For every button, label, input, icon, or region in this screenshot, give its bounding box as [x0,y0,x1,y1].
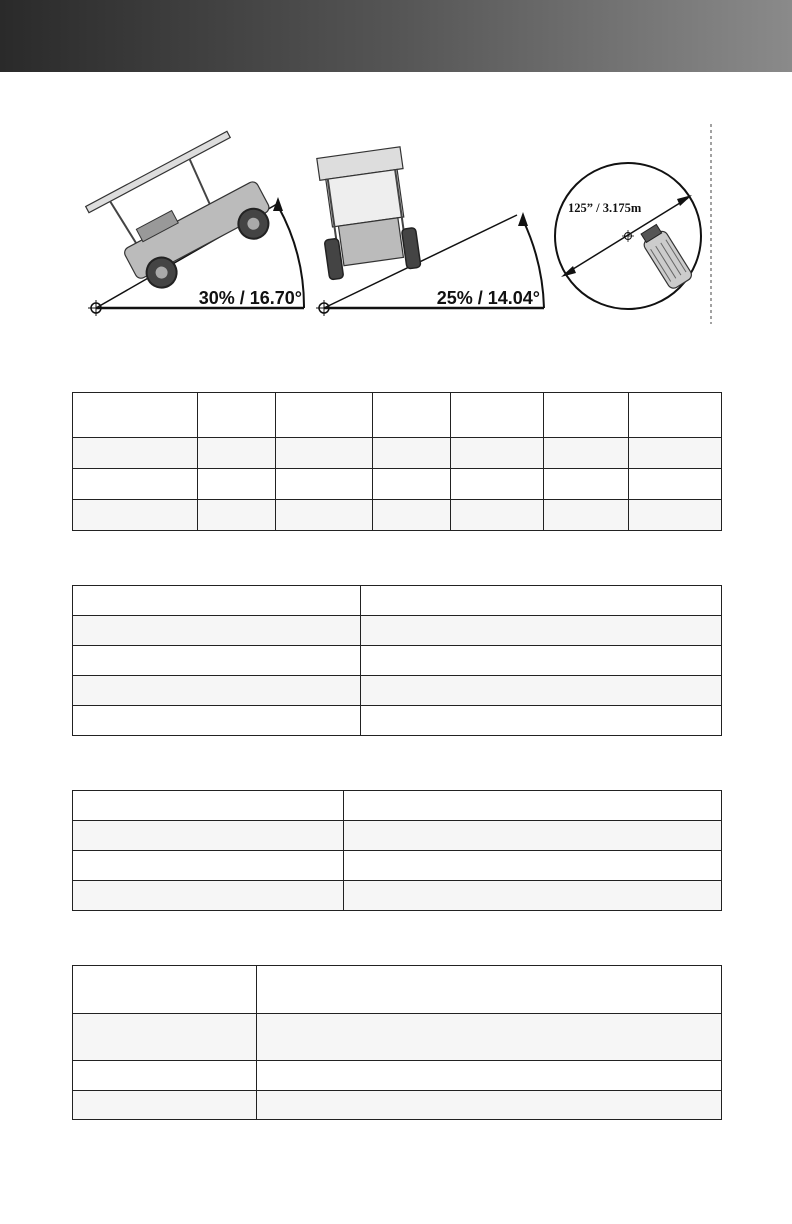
side-slope-panel [86,130,304,316]
table-cell [361,676,722,706]
golf-cart-side-icon [86,130,280,302]
table-row [73,500,722,531]
table-cell [361,706,722,736]
table-cell [344,821,722,851]
table-cell [276,500,373,531]
arrowhead-icon [273,197,283,211]
table-cell [544,438,629,469]
table-cell [73,616,361,646]
table-cell [451,469,544,500]
table-cell [344,881,722,911]
table-cell [373,500,451,531]
spec-table-2 [72,585,722,736]
table-cell [276,393,373,438]
table-cell [73,646,361,676]
table-cell [257,1014,722,1061]
crosshair-icon [88,300,104,316]
table-cell [544,469,629,500]
table-cell [73,393,198,438]
table-row [73,676,722,706]
slope-label-side: 30% / 16.70° [198,288,302,308]
table-cell [198,500,276,531]
table-cell [73,500,198,531]
spec-table-4 [72,965,722,1120]
table-cell [373,469,451,500]
table-cell [544,500,629,531]
table-cell [73,586,361,616]
table-row [73,1061,722,1091]
table-row [73,1014,722,1061]
table-cell [257,1061,722,1091]
turning-circle-panel [555,124,711,324]
table-row [73,646,722,676]
slope-label-front: 25% / 14.04° [436,288,540,308]
table-cell [451,393,544,438]
table-cell [198,393,276,438]
table-cell [73,821,344,851]
table-cell [257,966,722,1014]
table-cell [629,500,722,531]
table-row [73,791,722,821]
table-cell [73,881,344,911]
figure-svg [72,120,722,330]
header-band [0,0,792,72]
table-header-row [73,393,722,438]
table-cell [361,616,722,646]
table-cell [276,469,373,500]
table-row [73,706,722,736]
table-cell [73,1014,257,1061]
table-cell [276,438,373,469]
table-cell [373,438,451,469]
table-cell [344,791,722,821]
table-cell [73,791,344,821]
table-cell [361,586,722,616]
table-cell [629,393,722,438]
table-row [73,469,722,500]
table-cell [73,438,198,469]
slope-and-turning-figure [72,120,722,330]
spec-table-3 [72,790,722,911]
table-cell [73,966,257,1014]
table-row [73,881,722,911]
crosshair-icon [316,300,332,316]
table-cell [344,851,722,881]
table-cell [198,469,276,500]
table-cell [73,851,344,881]
table-cell [361,646,722,676]
table-row [73,1091,722,1120]
table-row [73,438,722,469]
table-cell [544,393,629,438]
table-cell [373,393,451,438]
table-cell [73,1061,257,1091]
table-cell [73,706,361,736]
table-row [73,966,722,1014]
table-row [73,851,722,881]
table-row [73,616,722,646]
table-cell [73,469,198,500]
turning-dimension-label: 125” / 3.175m [568,201,642,215]
table-cell [451,500,544,531]
table-cell [73,676,361,706]
table-cell [451,438,544,469]
arrowhead-icon [518,212,528,226]
table-cell [73,1091,257,1120]
table-cell [629,469,722,500]
table-row [73,586,722,616]
spec-table-1 [72,392,722,531]
table-cell [257,1091,722,1120]
table-row [73,821,722,851]
table-cell [198,438,276,469]
golf-cart-front-icon [313,146,421,280]
table-cell [629,438,722,469]
front-slope-panel [313,146,544,316]
